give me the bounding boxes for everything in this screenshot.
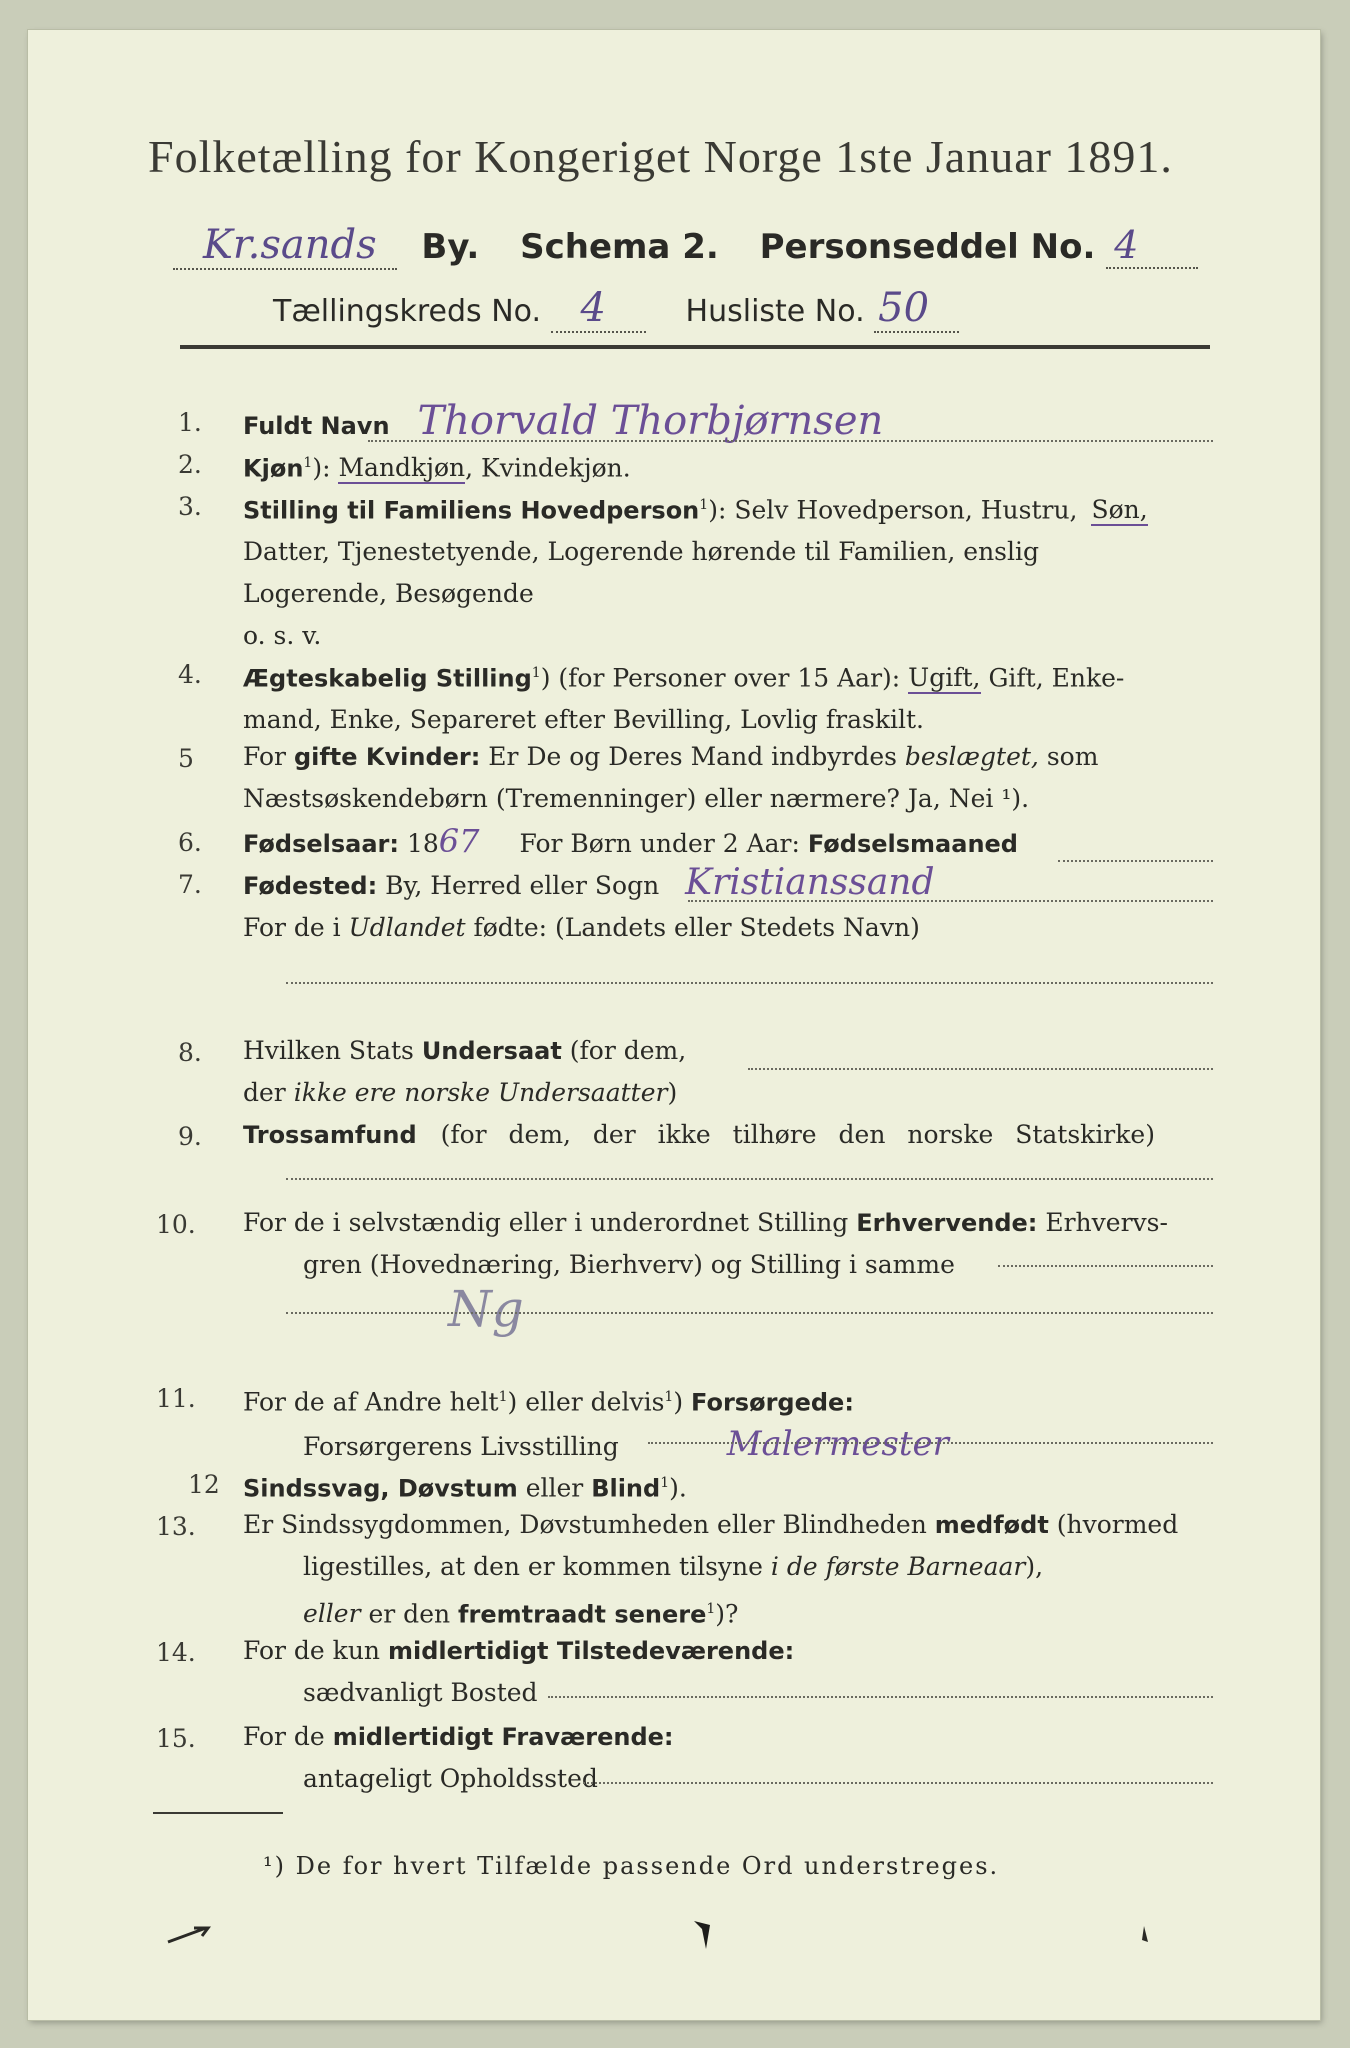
provider-occupation-answer: Malermester xyxy=(726,1424,949,1465)
answer-line xyxy=(748,1068,1213,1070)
item-text: ): Selv Hovedperson, Hustru, xyxy=(708,495,1078,525)
item-text: For de kun xyxy=(243,1636,388,1665)
item-number: 15. xyxy=(156,1724,196,1753)
item-number: 13. xyxy=(156,1512,196,1541)
answer-line xyxy=(548,1696,1213,1698)
item-14-text xyxy=(243,1630,794,1714)
item-label: Erhvervende: xyxy=(856,1209,1038,1237)
birthplace-answer: Kristianssand xyxy=(685,862,935,903)
item-3-text: Stilling til Familiens Hovedperson$^1$): Selv Hovedperson, Hustru, Søn, Datter, Tjenestetyende, Logerende hørende til Familien, enslig Logerende, Besøgende o. s. v. xyxy=(243,495,1148,651)
item-text: (hvormed xyxy=(1048,1510,1179,1539)
item-number: 10. xyxy=(156,1210,196,1239)
item-text: )? xyxy=(715,1599,739,1629)
item-text: ligestilles, at den er kommen tilsyne xyxy=(303,1552,771,1581)
item-text: sædvanligt Bosted xyxy=(303,1678,538,1707)
answer-line xyxy=(286,1312,1213,1314)
item-text: ) eller delvis xyxy=(507,1387,665,1417)
item-label: Trossamfund xyxy=(243,1121,417,1149)
form-title: Folketælling for Kongeriget Norge 1ste Januar 1891. xyxy=(148,131,1173,182)
item-11-text: For de af Andre helt$^1$) eller delvis$^1$) Forsørgede: Forsørgerens Livsstilling Malermester xyxy=(243,1387,949,1465)
item-italic: ikke ere norske Undersaatter xyxy=(293,1078,668,1107)
census-form-page xyxy=(28,30,1320,2020)
item-9-text xyxy=(243,1114,1155,1156)
item-text: , Kvindekjøn. xyxy=(465,453,631,483)
ink-blot-icon xyxy=(688,1915,718,1955)
item-7-text xyxy=(243,862,935,949)
item-label: midlertidigt Fraværende: xyxy=(332,1723,674,1751)
item-8-text xyxy=(243,1030,686,1114)
item-text: Logerende, Besøgende xyxy=(243,579,534,609)
item-number: 9. xyxy=(178,1122,202,1151)
item-label: Fuldt Navn xyxy=(243,412,390,440)
item-text: o. s. v. xyxy=(243,621,322,651)
item-text: fødte: (Landets eller Stedets Navn) xyxy=(465,913,920,942)
item-text: By, Herred eller Sogn xyxy=(385,871,660,900)
footnote-rule xyxy=(153,1812,283,1814)
answer-line xyxy=(286,1178,1213,1180)
item-label: Ægteskabelig Stilling xyxy=(243,664,532,693)
item-text: antageligt Opholdssted xyxy=(303,1764,598,1793)
item-number: 11. xyxy=(156,1384,196,1413)
item-number: 1. xyxy=(178,408,202,437)
item-text: ). xyxy=(669,1473,687,1503)
item-label: Blind xyxy=(591,1474,661,1503)
item-label: medfødt xyxy=(934,1511,1049,1539)
underlined-option: Mandkjøn xyxy=(338,453,466,483)
item-text: ) xyxy=(667,1078,678,1107)
item-text: (for dem, xyxy=(561,1036,687,1065)
year-prefix: 18 xyxy=(406,829,439,858)
item-4-text: Ægteskabelig Stilling$^1$) (for Personer over 15 Aar): Ugift, Gift, Enke- mand, Enke, Separeret efter Bevilling, Lovlig fraskilt. xyxy=(243,663,1125,735)
item-label: gifte Kvinder: xyxy=(293,743,481,771)
item-number: 12 xyxy=(188,1470,220,1499)
item-number: 6. xyxy=(178,828,202,857)
taellingskreds-no: 4 xyxy=(551,285,646,333)
item-text: er den xyxy=(360,1599,459,1629)
footnote: ¹) De for hvert Tilfælde passende Ord understreges. xyxy=(263,1852,1000,1880)
item-text: Hvilken Stats xyxy=(243,1036,422,1065)
item-text: ): xyxy=(312,453,339,483)
by-label: By. xyxy=(421,227,480,267)
item-6-text xyxy=(243,820,1018,865)
item-number: 4. xyxy=(178,660,202,689)
item-12-text: Sindssvag, Døvstum eller Blind$^1$). xyxy=(243,1473,687,1503)
item-italic: beslægtet, xyxy=(904,742,1039,771)
item-label: Fødselsmaaned xyxy=(807,830,1018,858)
underlined-option: Ugift, xyxy=(908,663,981,693)
item-number: 14. xyxy=(156,1638,196,1667)
item-label: Sindssvag, Døvstum xyxy=(243,1474,518,1503)
item-number: 2. xyxy=(178,450,202,479)
item-italic: i de første Barneaar xyxy=(770,1552,1026,1581)
item-13-text: Er Sindssygdommen, Døvstumheden eller Blindheden medfødt (hvormed ligestilles, at den er kommen tilsyne i de første Barneaar), eller er den fremtraadt senere$^1$)? xyxy=(243,1510,1179,1629)
personseddel-label: Personseddel No. xyxy=(759,227,1096,267)
husliste-label: Husliste No. xyxy=(685,294,865,329)
item-text: Næstsøskendebørn (Tremenninger) eller nærmere? Ja, Nei ¹). xyxy=(243,784,1030,813)
item-text: mand, Enke, Separeret efter Bevilling, Lovlig fraskilt. xyxy=(243,705,924,735)
item-label: midlertidigt Tilstedeværende: xyxy=(387,1637,795,1665)
item-text: Gift, Enke- xyxy=(980,663,1125,693)
footnote-ref: 1 xyxy=(303,455,313,471)
item-text: (for dem, der ikke tilhøre den norske Statskirke) xyxy=(440,1120,1155,1149)
item-number: 3. xyxy=(178,492,202,521)
item-number: 7. xyxy=(178,870,202,899)
item-label: Stilling til Familiens Hovedperson xyxy=(243,496,700,525)
item-2-text xyxy=(243,442,631,489)
item-label: Forsørgede: xyxy=(691,1388,854,1417)
item-text: For xyxy=(243,742,294,771)
item-10-text xyxy=(243,1202,1168,1286)
answer-line xyxy=(688,900,1213,902)
item-number: 5 xyxy=(178,744,194,773)
item-text: Forsørgerens Livsstilling xyxy=(303,1432,619,1462)
ink-dot-icon xyxy=(1136,1920,1156,1950)
pen-mark-icon xyxy=(166,1920,216,1950)
birth-year-answer: 67 xyxy=(438,822,480,860)
item-15-text xyxy=(243,1716,674,1800)
schema-label: Schema 2. xyxy=(520,227,719,267)
item-text: For de i selvstændig eller i underordnet Stilling xyxy=(243,1208,857,1237)
city-handwritten: Kr.sands xyxy=(173,222,397,270)
answer-line xyxy=(1058,860,1213,862)
item-label: Kjøn xyxy=(243,454,304,483)
answer-line xyxy=(583,1782,1213,1784)
item-number: 8. xyxy=(178,1038,202,1067)
husliste-no: 50 xyxy=(874,285,959,333)
item-label: fremtraadt senere xyxy=(458,1600,707,1629)
item-text: Er De og Deres Mand indbyrdes xyxy=(480,742,905,771)
item-text: Er Sindssygdommen, Døvstumheden eller Blindheden xyxy=(243,1510,935,1539)
item-text: ), xyxy=(1025,1552,1044,1581)
item-text: For de xyxy=(243,1722,333,1751)
item-text: For Børn under 2 Aar: xyxy=(519,829,800,858)
item-text: For de af Andre helt xyxy=(243,1387,499,1417)
answer-line xyxy=(998,1265,1213,1267)
item-italic: eller xyxy=(303,1599,361,1629)
item-text: eller xyxy=(517,1473,592,1503)
header-city-line xyxy=(173,222,1198,270)
taellingskreds-label: Tællingskreds No. xyxy=(273,294,541,329)
item-text: Datter, Tjenestetyende, Logerende hørende til Familien, enslig xyxy=(243,537,1040,567)
item-5-text xyxy=(243,736,1098,820)
item-text: der xyxy=(243,1078,294,1107)
full-name-answer: Thorvald Thorbjørnsen xyxy=(417,398,884,444)
underlined-option: Søn, xyxy=(1091,495,1148,525)
item-text: Erhvervs- xyxy=(1037,1208,1168,1237)
item-text: For de i xyxy=(243,913,349,942)
item-italic: Udlandet xyxy=(348,913,466,942)
answer-line xyxy=(648,1442,1213,1444)
header-rule xyxy=(180,345,1210,349)
item-text: ) (for Personer over 15 Aar): xyxy=(540,663,901,693)
item-text: som xyxy=(1038,742,1099,771)
item-label: Undersaat xyxy=(421,1037,562,1065)
occupation-answer: Ng xyxy=(448,1280,524,1338)
header-kreds-line xyxy=(273,285,959,333)
item-label: Fødested: xyxy=(243,872,378,900)
item-label: Fødselsaar: xyxy=(243,830,399,858)
personseddel-no: 4 xyxy=(1106,223,1198,269)
item-text: gren (Hovednæring, Bierhverv) og Stilling i samme xyxy=(303,1250,955,1279)
answer-line xyxy=(286,982,1213,984)
